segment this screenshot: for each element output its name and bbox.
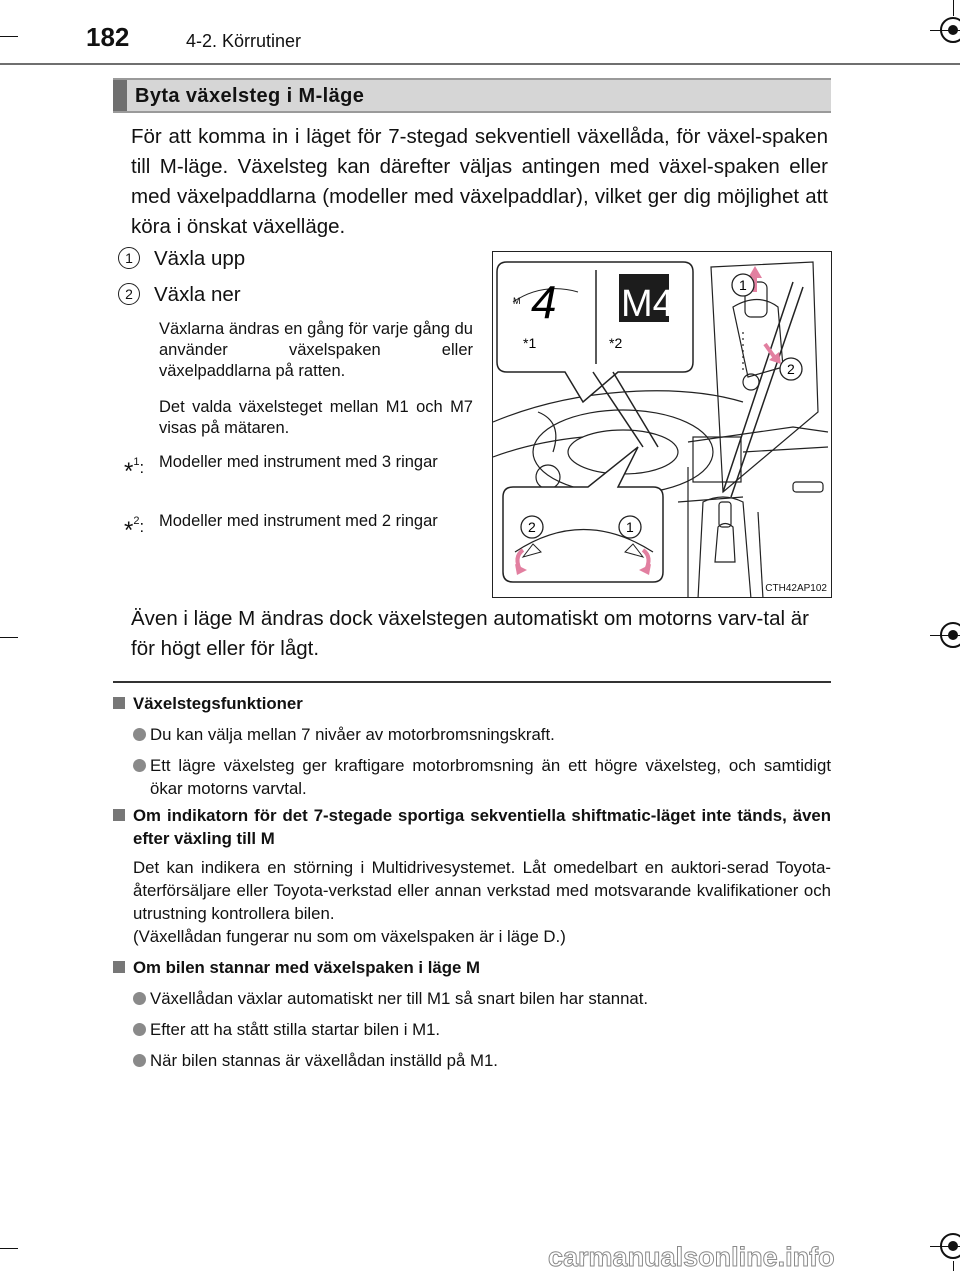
note-gear-change: Växlarna ändras en gång för varje gång du använder växelspaken eller växelpaddlarna på ratten. xyxy=(159,320,473,380)
step-shift-down xyxy=(118,283,241,307)
chapter-title: 4-2. Körrutiner xyxy=(186,31,302,51)
round-bullet-icon xyxy=(133,759,146,772)
rpm-note-paragraph: Även i läge M ändras dock växelstegen automatiskt om motorns varv-tal är för högt eller för lågt. xyxy=(131,607,809,660)
intro-paragraph: För att komma in i läget för 7-stegad sekventiell växellåda, för växel-spaken till M-läge. Växelsteg kan därefter väljas antingen med växel-spaken eller med växelpaddlarna (modeller med växelpaddlar), vilket ger dig möjlighet att köra i önskat växelläge. xyxy=(131,125,828,238)
info-heading: Växelstegsfunktioner xyxy=(133,694,303,713)
note-gear-display: Det valda växelsteget mellan M1 och M7 visas på mätaren. xyxy=(159,398,473,437)
callout-number: 2 xyxy=(528,519,536,535)
info-block-gear-functions xyxy=(113,692,831,800)
info-bullet: Växellådan växlar automatiskt ner till M1 så snart bilen har stannat. xyxy=(150,989,649,1008)
info-bullet: Ett lägre växelsteg ger kraftigare motorbromsning än ett högre växelsteg, och samtidigt ökar motorns varvtal. xyxy=(150,756,831,798)
gauge-3ring-note: *1 xyxy=(523,335,537,351)
footnote-2: *$^2$: Modeller med instrument med 2 ringar xyxy=(124,508,474,540)
footnote-1: *$^1$: Modeller med instrument med 3 ringar xyxy=(124,449,474,481)
footnote-text: Modeller med instrument med 2 ringar xyxy=(159,512,438,530)
info-paragraph: Det kan indikera en störning i Multidrivesystemet. Låt omedelbart en auktori-serad Toyota-återförsäljare eller Toyota-verkstad eller annan verkstad med motsvarande kvalifikationer och utrustning kontrollera bilen. xyxy=(133,858,831,923)
section-marker xyxy=(113,80,127,111)
square-bullet-icon xyxy=(113,697,125,709)
watermark-text: carmanualsonline.info xyxy=(548,1242,835,1271)
step-number-1: 1 xyxy=(118,247,140,269)
gauge-gear-digit: 4 xyxy=(531,276,557,328)
footnote-number: 1 xyxy=(133,456,140,468)
info-heading: Om bilen stannar med växelspaken i läge M xyxy=(133,958,480,977)
step-shift-up xyxy=(118,247,245,271)
footnote-star: * xyxy=(124,458,134,485)
figure-code: CTH42AP102 xyxy=(765,583,827,594)
page-number: 182 xyxy=(86,22,130,52)
info-heading: Om indikatorn för det 7-stegade sportiga sekventiella shiftmatic-läget inte tänds, även efter växling till M xyxy=(133,806,831,848)
footnote-number: 2 xyxy=(133,515,140,527)
info-block-stop-in-m xyxy=(113,956,831,1072)
footnote-star: * xyxy=(124,517,134,544)
header-rule xyxy=(0,63,960,65)
info-paragraph-note: (Växellådan fungerar nu som om växelspaken är i läge D.) xyxy=(133,927,566,946)
info-bullet: Efter att ha stått stilla startar bilen i M1. xyxy=(150,1020,441,1039)
footnote-text: Modeller med instrument med 3 ringar xyxy=(159,453,438,471)
gauge-2ring-display: M4 xyxy=(621,283,674,325)
callout-number: 1 xyxy=(626,519,634,535)
section-heading xyxy=(113,78,831,113)
step-label: Växla upp xyxy=(154,247,246,270)
round-bullet-icon xyxy=(133,992,146,1005)
callout-number: 2 xyxy=(787,361,795,377)
callout-number: 1 xyxy=(739,277,747,293)
square-bullet-icon xyxy=(113,961,125,973)
round-bullet-icon xyxy=(133,1054,146,1067)
section-divider xyxy=(113,681,831,683)
step-number-2: 2 xyxy=(118,283,140,305)
round-bullet-icon xyxy=(133,1023,146,1036)
info-bullet: När bilen stannas är växellådan inställd på M1. xyxy=(150,1051,498,1070)
info-bullet: Du kan välja mellan 7 nivåer av motorbromsningskraft. xyxy=(150,725,555,744)
square-bullet-icon xyxy=(113,809,125,821)
cockpit-drawing xyxy=(493,252,832,598)
info-block-indicator xyxy=(113,804,831,948)
shift-illustration xyxy=(492,251,832,598)
step-label: Växla ner xyxy=(154,283,241,306)
watermark xyxy=(548,1240,940,1271)
round-bullet-icon xyxy=(133,728,146,741)
gauge-mode-letter: M xyxy=(513,296,521,306)
gauge-2ring-note: *2 xyxy=(609,335,623,351)
section-title: Byta växelsteg i M-läge xyxy=(135,85,365,107)
